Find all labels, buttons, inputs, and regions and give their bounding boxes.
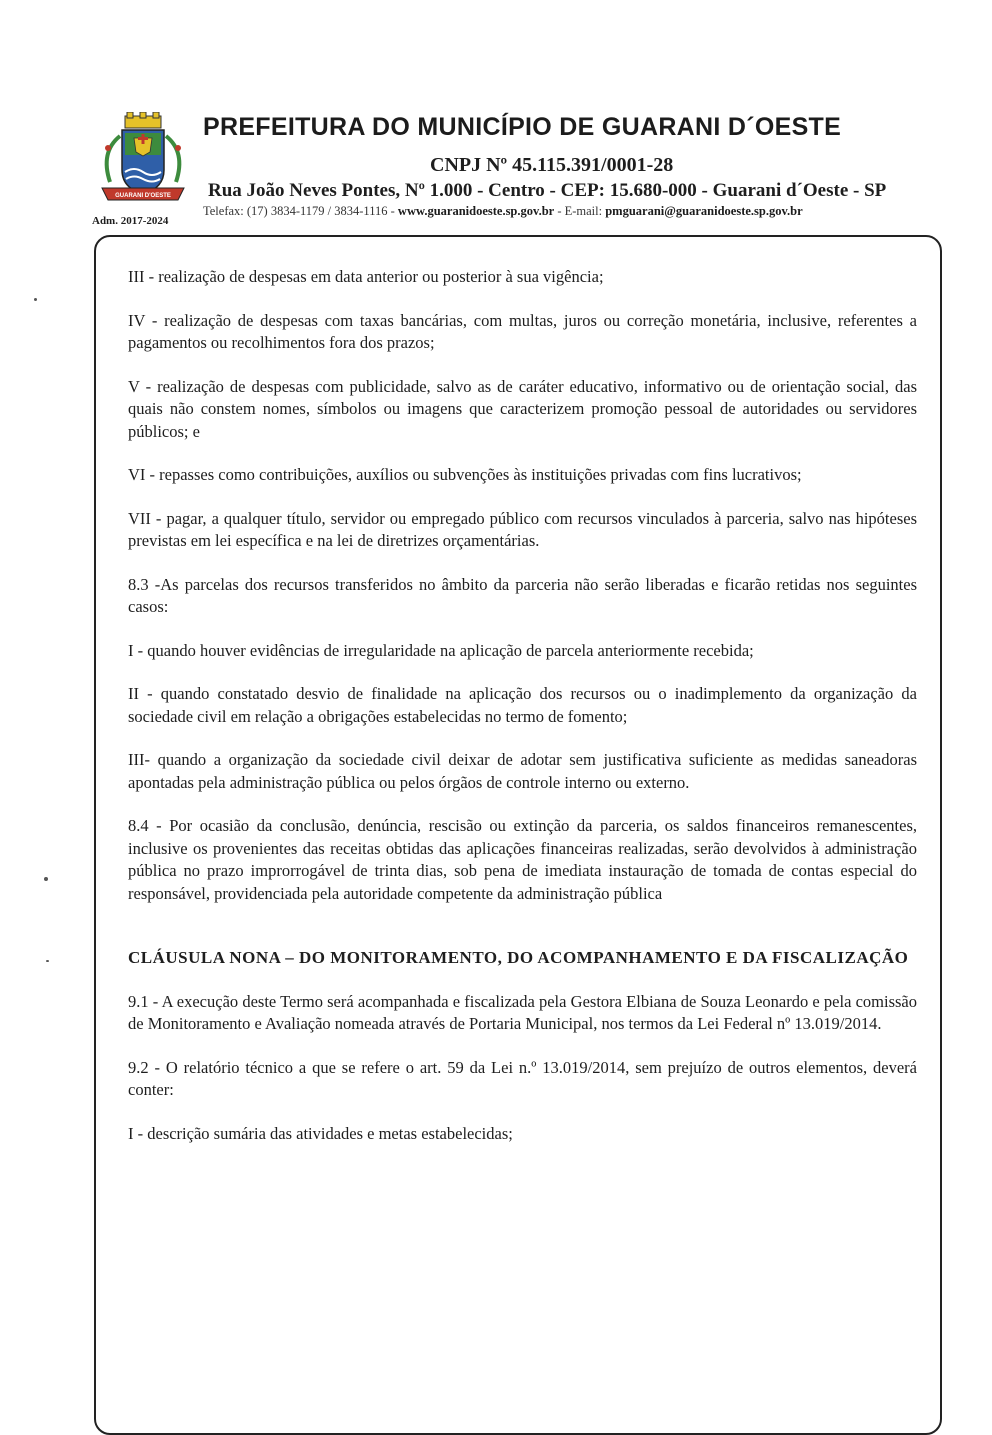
paragraph-item-iv: IV - realização de despesas com taxas bancárias, com multas, juros ou correção monetária, inclusive, referentes a pagamentos ou recolhimentos fora dos prazos; bbox=[128, 310, 917, 352]
website-link[interactable]: www.guaranidoeste.sp.gov.br bbox=[397, 204, 555, 218]
municipal-coat-of-arms bbox=[92, 112, 194, 208]
paragraph-8-4: 8.4 - Por ocasião da conclusão, denúncia, rescisão ou extinção da parceria, os saldos financeiros remanescentes, inclusive os provenientes das receitas obtidas das aplicações financeiras realizadas, serão devolvidos à administração pública no prazo improrrogável de trinta dias, sob pena de imediata instauração de tomada de contas especial do responsável, providenciada pela autoridade competente da administração pública bbox=[128, 816, 917, 903]
contact-line bbox=[203, 204, 803, 219]
administration-period: Adm. 2017-2024 bbox=[92, 215, 169, 227]
telefax: Telefax: (17) 3834-1179 / 3834-1116 - bbox=[203, 204, 398, 218]
paragraph-8-3-iii: III- quando a organização da sociedade civil deixar de adotar sem justificativa suficiente as medidas saneadoras apontadas pela administração pública ou pelos órgãos de controle interno ou externo. bbox=[128, 750, 917, 792]
paragraph-item-vii: VII - pagar, a qualquer título, servidor ou empregado público com recursos vinculados à parceria, salvo nas hipóteses previstas em lei específica e na lei de diretrizes orçamentárias. bbox=[128, 508, 917, 550]
scan-speck bbox=[44, 877, 48, 881]
paragraph-8-3-ii: II - quando constatado desvio de finalidade na aplicação dos recursos ou o inadimplemento da organização da sociedade civil em relação a obrigações estabelecidas no termo de fomento; bbox=[128, 684, 917, 726]
paragraph-9-1: 9.1 - A execução deste Termo será acompanhada e fiscalizada pela Gestora Elbiana de Souza Leonardo e pela comissão de Monitoramento e Avaliação nomeada através de Portaria Municipal, nos termos da Lei Federal nº 13.019/2014. bbox=[128, 991, 917, 1033]
paragraph-8-3: 8.3 -As parcelas dos recursos transferidos no âmbito da parceria não serão liberadas e ficarão retidas nos seguintes casos: bbox=[128, 574, 917, 616]
letterhead bbox=[0, 0, 992, 235]
address-line: Rua João Neves Pontes, Nº 1.000 - Centro - CEP: 15.680-000 - Guarani d´Oeste - SP bbox=[208, 180, 887, 201]
cnpj-number: CNPJ Nº 45.115.391/0001-28 bbox=[430, 154, 674, 176]
email-link[interactable]: pmguarani@guaranidoeste.sp.gov.br bbox=[605, 204, 803, 218]
scan-speck bbox=[34, 298, 37, 301]
paragraph-9-2: 9.2 - O relatório técnico a que se refere o art. 59 da Lei n.º 13.019/2014, sem prejuízo de outros elementos, deverá conter: bbox=[128, 1057, 917, 1099]
paragraph-8-3-i: I - quando houver evidências de irregularidade na aplicação de parcela anteriormente recebida; bbox=[128, 640, 754, 660]
paragraph-item-v: V - realização de despesas com publicidade, salvo as de caráter educativo, informativo ou de orientação social, das quais não constem nomes, símbolos ou imagens que caracterizem promoção pessoal de autoridades ou servidores públicos; e bbox=[128, 376, 917, 441]
paragraph-item-iii: III - realização de despesas em data anterior ou posterior à sua vigência; bbox=[128, 267, 604, 286]
clause-nine-heading: CLÁUSULA NONA – DO MONITORAMENTO, DO ACOMPANHAMENTO E DA FISCALIZAÇÃO bbox=[128, 948, 909, 967]
paragraph-item-vi: VI - repasses como contribuições, auxílios ou subvenções às instituições privadas com fins lucrativos; bbox=[128, 465, 802, 484]
svg-text:GUARANI D'OESTE: GUARANI D'OESTE bbox=[115, 193, 171, 199]
scan-speck bbox=[46, 960, 49, 962]
email-label: - E-mail: bbox=[554, 204, 606, 218]
document-body bbox=[128, 266, 917, 1166]
municipality-title: PREFEITURA DO MUNICÍPIO DE GUARANI D´OESTE bbox=[203, 113, 842, 141]
paragraph-9-2-i: I - descrição sumária das atividades e metas estabelecidas; bbox=[128, 1123, 513, 1143]
